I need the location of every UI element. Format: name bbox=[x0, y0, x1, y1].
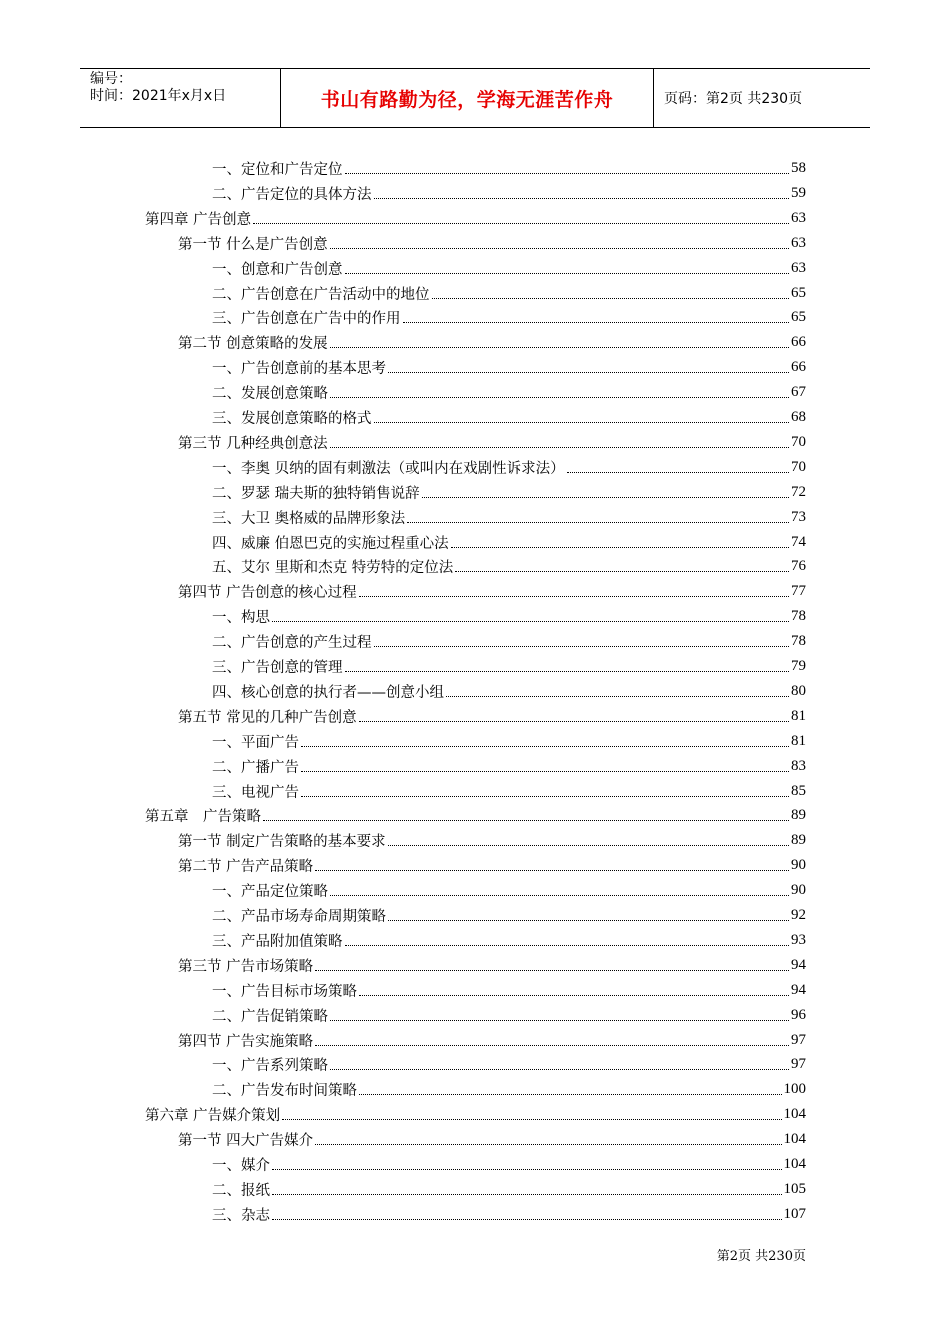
toc-leader-dots bbox=[330, 248, 789, 249]
toc-leader-dots bbox=[407, 522, 789, 523]
toc-entry-page: 85 bbox=[791, 782, 806, 799]
toc-leader-dots bbox=[330, 1069, 789, 1070]
toc-leader-dots bbox=[330, 347, 789, 348]
toc-entry-title: 第一节 制定广告策略的基本要求 bbox=[178, 834, 386, 851]
toc-entry-page: 80 bbox=[791, 682, 806, 699]
toc-entry-title: 一、定位和广告定位 bbox=[212, 162, 343, 178]
toc-entry-page: 78 bbox=[791, 608, 806, 625]
toc-entry-item[interactable] bbox=[212, 554, 806, 579]
toc-entry-item[interactable] bbox=[212, 480, 806, 505]
toc-leader-dots bbox=[388, 920, 789, 921]
toc-entry-item[interactable] bbox=[212, 928, 806, 953]
toc-entry-item[interactable] bbox=[212, 355, 806, 380]
toc-entry-item[interactable] bbox=[212, 1177, 806, 1202]
toc-leader-dots bbox=[345, 173, 790, 174]
toc-entry-title: 二、罗瑟 瑞夫斯的独特销售说辞 bbox=[212, 485, 420, 502]
toc-entry-page: 89 bbox=[791, 832, 806, 849]
toc-leader-dots bbox=[301, 771, 789, 772]
toc-entry-section[interactable] bbox=[178, 853, 806, 878]
toc-entry-page: 63 bbox=[791, 234, 806, 251]
toc-entry-page: 92 bbox=[791, 907, 806, 923]
toc-leader-dots bbox=[330, 397, 789, 398]
toc-entry-page: 104 bbox=[783, 1131, 806, 1148]
toc-leader-dots bbox=[301, 746, 789, 747]
toc-entry-title: 第五章 广告策略 bbox=[145, 809, 261, 826]
toc-entry-title: 第三节 几种经典创意法 bbox=[178, 435, 328, 452]
document-number-label: 编号： bbox=[90, 71, 132, 87]
toc-entry-page: 104 bbox=[783, 1106, 806, 1123]
toc-leader-dots bbox=[388, 372, 789, 373]
toc-entry-section[interactable] bbox=[178, 1028, 806, 1053]
toc-entry-section[interactable] bbox=[178, 704, 806, 729]
toc-entry-item[interactable] bbox=[212, 281, 806, 306]
toc-entry-title: 三、大卫 奥格威的品牌形象法 bbox=[212, 510, 406, 527]
toc-leader-dots bbox=[359, 995, 789, 996]
toc-entry-title: 三、产品附加值策略 bbox=[212, 933, 343, 950]
toc-entry-title: 一、构思 bbox=[212, 610, 270, 627]
toc-leader-dots bbox=[272, 1194, 782, 1195]
toc-leader-dots bbox=[263, 820, 789, 821]
toc-leader-dots bbox=[403, 322, 790, 323]
toc-leader-dots bbox=[345, 945, 790, 946]
toc-entry-item[interactable] bbox=[212, 903, 806, 928]
toc-leader-dots bbox=[315, 870, 789, 871]
toc-entry-item[interactable] bbox=[212, 505, 806, 530]
toc-entry-page: 97 bbox=[791, 1031, 806, 1048]
toc-entry-title: 第三节 广告市场策略 bbox=[178, 958, 314, 975]
toc-entry-title: 五、艾尔 里斯和杰克 特劳特的定位法 bbox=[212, 560, 454, 577]
toc-leader-dots bbox=[432, 298, 790, 299]
toc-entry-page: 77 bbox=[791, 583, 806, 600]
toc-entry-page: 104 bbox=[783, 1156, 806, 1172]
toc-entry-page: 107 bbox=[783, 1205, 806, 1222]
toc-leader-dots bbox=[567, 472, 789, 473]
toc-entry-item[interactable] bbox=[212, 1052, 806, 1077]
toc-entry-title: 一、广告创意前的基本思考 bbox=[212, 361, 386, 378]
toc-leader-dots bbox=[301, 796, 789, 797]
toc-entry-page: 65 bbox=[791, 309, 806, 326]
toc-entry-section[interactable] bbox=[178, 330, 806, 355]
toc-entry-item[interactable] bbox=[212, 629, 806, 654]
toc-leader-dots bbox=[451, 547, 789, 548]
toc-entry-title: 二、报纸 bbox=[212, 1182, 270, 1199]
toc-entry-page: 96 bbox=[791, 1006, 806, 1023]
toc-entry-page: 74 bbox=[791, 533, 806, 550]
toc-entry-item[interactable] bbox=[212, 530, 806, 555]
toc-entry-page: 58 bbox=[791, 160, 806, 176]
toc-entry-title: 三、广告创意的管理 bbox=[212, 660, 343, 676]
toc-entry-item[interactable] bbox=[212, 654, 806, 679]
toc-entry-page: 90 bbox=[791, 882, 806, 899]
toc-entry-page: 68 bbox=[791, 409, 806, 425]
toc-entry-title: 第四节 广告实施策略 bbox=[178, 1033, 314, 1050]
toc-entry-title: 一、创意和广告创意 bbox=[212, 261, 343, 278]
toc-entry-section[interactable] bbox=[178, 1127, 806, 1152]
toc-entry-title: 第六章 广告媒介策划 bbox=[145, 1108, 281, 1125]
toc-entry-page: 81 bbox=[791, 732, 806, 749]
toc-entry-page: 63 bbox=[791, 209, 806, 226]
page-header bbox=[80, 68, 870, 128]
toc-entry-title: 第五节 常见的几种广告创意 bbox=[178, 709, 357, 726]
toc-entry-item[interactable] bbox=[212, 405, 806, 430]
toc-entry-title: 第一节 什么是广告创意 bbox=[178, 236, 328, 253]
toc-entry-page: 105 bbox=[783, 1180, 806, 1197]
toc-leader-dots bbox=[330, 447, 789, 448]
toc-leader-dots bbox=[455, 571, 789, 572]
toc-entry-title: 第二节 广告产品策略 bbox=[178, 859, 314, 876]
header-meta bbox=[80, 69, 281, 127]
toc-entry-title: 三、广告创意在广告中的作用 bbox=[212, 311, 401, 328]
toc-entry-page: 70 bbox=[791, 433, 806, 450]
toc-entry-page: 79 bbox=[791, 658, 806, 674]
toc-entry-section[interactable] bbox=[178, 231, 806, 256]
toc-entry-item[interactable] bbox=[212, 729, 806, 754]
toc-entry-section[interactable] bbox=[178, 430, 806, 455]
toc-entry-item[interactable] bbox=[212, 754, 806, 779]
toc-entry-section[interactable] bbox=[178, 953, 806, 978]
toc-entry-title: 二、广告定位的具体方法 bbox=[212, 186, 372, 203]
toc-leader-dots bbox=[446, 696, 789, 697]
toc-entry-title: 第一节 四大广告媒介 bbox=[178, 1133, 314, 1150]
toc-entry-page: 65 bbox=[791, 284, 806, 301]
toc-entry-title: 三、杂志 bbox=[212, 1207, 270, 1224]
toc-entry-page: 93 bbox=[791, 931, 806, 948]
toc-entry-item[interactable] bbox=[212, 604, 806, 629]
toc-entry-item[interactable] bbox=[212, 1003, 806, 1028]
toc-entry-section[interactable] bbox=[178, 828, 806, 853]
toc-leader-dots bbox=[374, 646, 790, 647]
page-footer: 第2页 共230页 bbox=[716, 1249, 806, 1264]
toc-leader-dots bbox=[388, 845, 789, 846]
toc-entry-title: 一、李奥 贝纳的固有刺激法（或叫内在戏剧性诉求法） bbox=[212, 460, 565, 477]
toc-entry-page: 97 bbox=[791, 1056, 806, 1073]
toc-entry-page: 72 bbox=[791, 483, 806, 500]
toc-entry-title: 二、发展创意策略 bbox=[212, 386, 328, 403]
toc-entry-title: 一、广告目标市场策略 bbox=[212, 983, 357, 1000]
toc-entry-chapter[interactable] bbox=[145, 1102, 806, 1127]
toc-entry-title: 三、电视广告 bbox=[212, 784, 299, 801]
toc-entry-item[interactable] bbox=[212, 455, 806, 480]
toc-entry-chapter[interactable] bbox=[145, 206, 806, 231]
toc-entry-title: 第四章 广告创意 bbox=[145, 211, 252, 228]
document-time-label: 时间：2021年x月x日 bbox=[90, 88, 227, 104]
toc-entry-title: 二、广告创意在广告活动中的地位 bbox=[212, 286, 430, 303]
toc-entry-page: 66 bbox=[791, 334, 806, 351]
toc-leader-dots bbox=[359, 721, 789, 722]
toc-entry-title: 二、产品市场寿命周期策略 bbox=[212, 909, 386, 925]
toc-leader-dots bbox=[345, 273, 790, 274]
toc-entry-page: 81 bbox=[791, 707, 806, 724]
toc-entry-page: 59 bbox=[791, 184, 806, 201]
toc-leader-dots bbox=[272, 621, 789, 622]
toc-entry-title: 一、媒介 bbox=[212, 1158, 270, 1174]
toc-leader-dots bbox=[330, 895, 789, 896]
toc-entry-page: 100 bbox=[783, 1081, 806, 1098]
toc-leader-dots bbox=[272, 1219, 782, 1220]
toc-entry-item[interactable] bbox=[212, 978, 806, 1003]
toc-entry-title: 二、广告创意的产生过程 bbox=[212, 635, 372, 652]
toc-entry-title: 一、平面广告 bbox=[212, 734, 299, 751]
toc-leader-dots bbox=[315, 970, 789, 971]
toc-entry-item[interactable] bbox=[212, 878, 806, 903]
toc-entry-item[interactable] bbox=[212, 305, 806, 330]
toc-entry-page: 94 bbox=[791, 956, 806, 973]
header-page-info: 页码：第2页 共230页 bbox=[664, 91, 803, 107]
toc-entry-page: 70 bbox=[791, 458, 806, 475]
toc-entry-item[interactable] bbox=[212, 1077, 806, 1102]
toc-leader-dots bbox=[315, 1144, 781, 1145]
toc-entry-page: 89 bbox=[791, 807, 806, 824]
toc-entry-item[interactable] bbox=[212, 779, 806, 804]
toc-entry-title: 一、广告系列策略 bbox=[212, 1058, 328, 1075]
toc-entry-section[interactable] bbox=[178, 579, 806, 604]
toc-entry-title: 第二节 创意策略的发展 bbox=[178, 336, 328, 353]
toc-entry-page: 67 bbox=[791, 384, 806, 401]
toc-entry-item[interactable] bbox=[212, 156, 806, 181]
toc-entry-item[interactable] bbox=[212, 1202, 806, 1227]
toc-entry-page: 78 bbox=[791, 633, 806, 650]
toc-leader-dots bbox=[272, 1169, 782, 1170]
toc-leader-dots bbox=[315, 1045, 789, 1046]
toc-entry-title: 四、威廉 伯恩巴克的实施过程重心法 bbox=[212, 535, 449, 552]
toc-entry-item[interactable] bbox=[212, 256, 806, 281]
toc-entry-item[interactable] bbox=[212, 380, 806, 405]
toc-entry-title: 二、广告发布时间策略 bbox=[212, 1083, 357, 1100]
toc-entry-title: 四、核心创意的执行者——创意小组 bbox=[212, 684, 444, 701]
toc-entry-title: 一、产品定位策略 bbox=[212, 884, 328, 901]
toc-leader-dots bbox=[345, 671, 790, 672]
toc-entry-item[interactable] bbox=[212, 181, 806, 206]
toc-entry-title: 三、发展创意策略的格式 bbox=[212, 411, 372, 427]
toc-entry-page: 73 bbox=[791, 508, 806, 525]
header-motto: 书山有路勤为径，学海无涯苦作舟 bbox=[281, 69, 654, 127]
toc-entry-page: 94 bbox=[791, 981, 806, 998]
toc-leader-dots bbox=[422, 497, 789, 498]
toc-entry-page: 76 bbox=[791, 558, 806, 575]
toc-entry-chapter[interactable] bbox=[145, 803, 806, 828]
toc-leader-dots bbox=[359, 596, 789, 597]
toc-entry-page: 63 bbox=[791, 259, 806, 276]
toc-entry-item[interactable] bbox=[212, 679, 806, 704]
toc-leader-dots bbox=[330, 1020, 789, 1021]
toc-leader-dots bbox=[374, 198, 790, 199]
toc-entry-item[interactable] bbox=[212, 1152, 806, 1177]
toc-entry-title: 第四节 广告创意的核心过程 bbox=[178, 585, 357, 602]
toc-leader-dots bbox=[359, 1094, 782, 1095]
toc-leader-dots bbox=[282, 1119, 781, 1120]
toc-leader-dots bbox=[253, 223, 789, 224]
toc-leader-dots bbox=[374, 422, 790, 423]
toc-entry-page: 90 bbox=[791, 857, 806, 874]
toc-entry-title: 二、广告促销策略 bbox=[212, 1008, 328, 1025]
toc-entry-page: 83 bbox=[791, 757, 806, 774]
toc-entry-title: 二、广播广告 bbox=[212, 759, 299, 776]
toc-entry-page: 66 bbox=[791, 359, 806, 376]
